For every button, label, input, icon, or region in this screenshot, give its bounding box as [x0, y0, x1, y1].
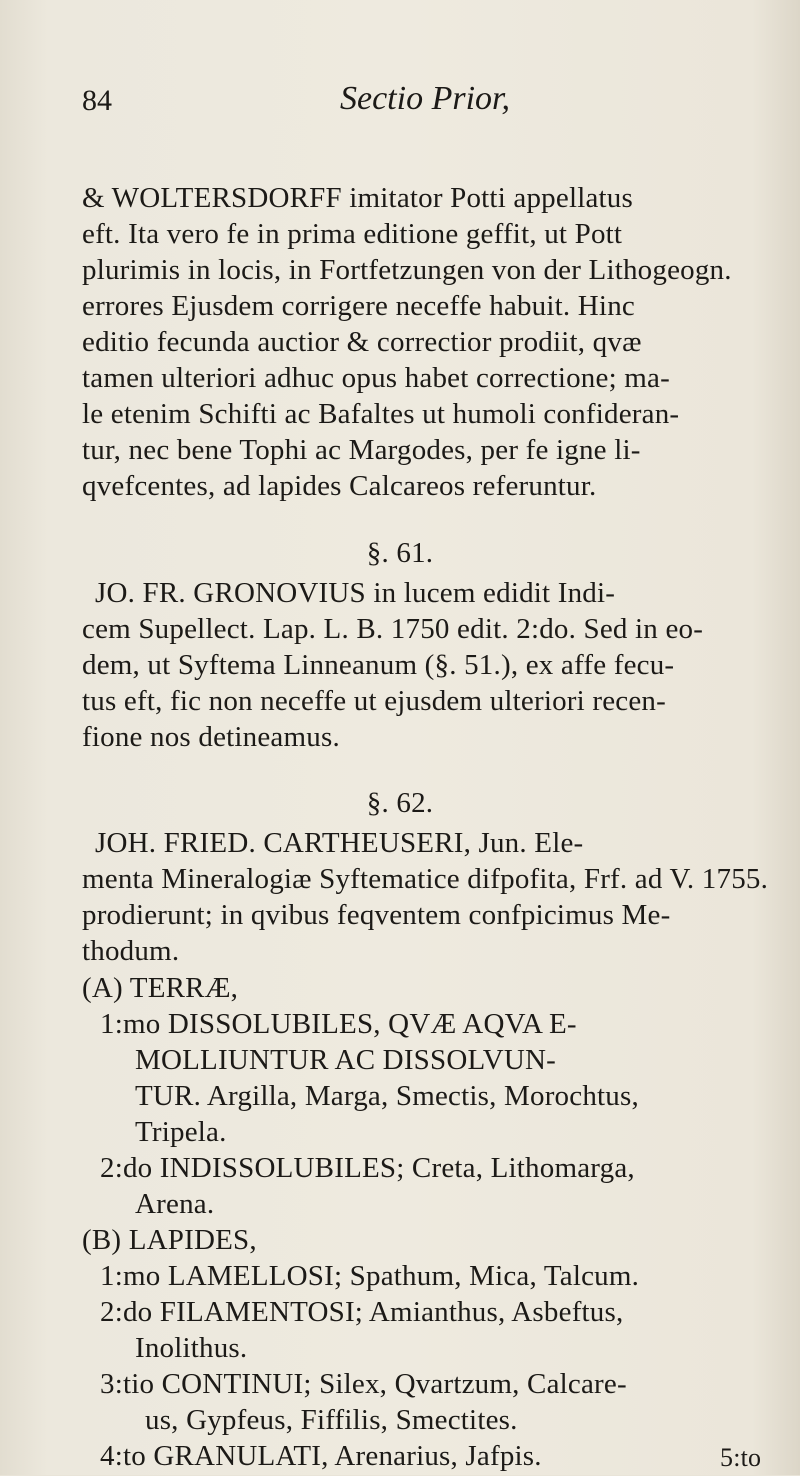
text-line: dem, ut Syftema Linneanum (§. 51.), ex affe fecu- — [82, 649, 675, 681]
text-line: menta Mineralogiæ Syftematice difpofita, Frf. ad V. 1755. — [82, 863, 769, 895]
text-line: qvefcentes, ad lapides Calcareos referuntur. — [82, 470, 597, 502]
class-line: 1:mo DISSOLUBILES, QVÆ AQVA E- — [100, 1008, 577, 1040]
text-line: cem Supellect. Lap. L. B. 1750 edit. 2:do. Sed in eo- — [82, 613, 704, 645]
class-line: 1:mo LAMELLOSI; Spathum, Mica, Talcum. — [100, 1260, 640, 1292]
section-number: §. 62. — [366, 787, 434, 819]
class-heading: (A) TERRÆ, — [82, 972, 239, 1004]
class-line: Tripela. — [135, 1116, 227, 1148]
text-line: eft. Ita vero fe in prima editione geffit, ut Pott — [82, 218, 623, 250]
text-line: le etenim Schifti ac Bafaltes ut humoli confideran- — [82, 398, 680, 430]
text-line: tur, nec bene Tophi ac Margodes, per fe igne li- — [82, 434, 641, 466]
text-line: tamen ulteriori adhuc opus habet correctione; ma- — [82, 362, 670, 394]
text-line: & WOLTERSDORFF imitator Potti appellatus — [82, 182, 633, 214]
text-line: prodierunt; in qvibus feqventem confpicimus Me- — [82, 899, 671, 931]
class-line: 2:do FILAMENTOSI; Amianthus, Asbeftus, — [100, 1296, 624, 1328]
section-number: §. 61. — [366, 537, 434, 569]
class-line: 4:to GRANULATI, Arenarius, Jafpis. — [100, 1440, 542, 1472]
running-title: Sectio Prior, — [340, 80, 510, 117]
class-line: us, Gypfeus, Fiffilis, Smectites. — [145, 1404, 518, 1436]
class-line: 3:tio CONTINUI; Silex, Qvartzum, Calcare- — [100, 1368, 627, 1400]
text-line: editio fecunda auctior & correctior prodiit, qvæ — [82, 326, 642, 358]
class-line: TUR. Argilla, Marga, Smectis, Morochtus, — [135, 1080, 639, 1112]
class-line: 2:do INDISSOLUBILES; Creta, Lithomarga, — [100, 1152, 635, 1184]
catchword: 5:to — [720, 1443, 762, 1472]
text-line: plurimis in locis, in Fortfetzungen von der Lithogeogn. — [82, 254, 732, 286]
text-line: thodum. — [82, 935, 180, 967]
class-line: Arena. — [135, 1188, 215, 1220]
text-line: JOH. FRIED. CARTHEUSERI, Jun. Ele- — [95, 827, 584, 859]
class-heading: (B) LAPIDES, — [82, 1224, 257, 1256]
text-line: fione nos detineamus. — [82, 721, 340, 753]
text-line: tus eft, fic non neceffe ut ejusdem ulteriori recen- — [82, 685, 666, 717]
text-line: JO. FR. GRONOVIUS in lucem edidit Indi- — [95, 577, 616, 609]
page-number: 84 — [82, 84, 112, 117]
class-line: MOLLIUNTUR AC DISSOLVUN- — [135, 1044, 557, 1076]
text-line: errores Ejusdem corrigere neceffe habuit. Hinc — [82, 290, 635, 322]
class-line: Inolithus. — [135, 1332, 248, 1364]
